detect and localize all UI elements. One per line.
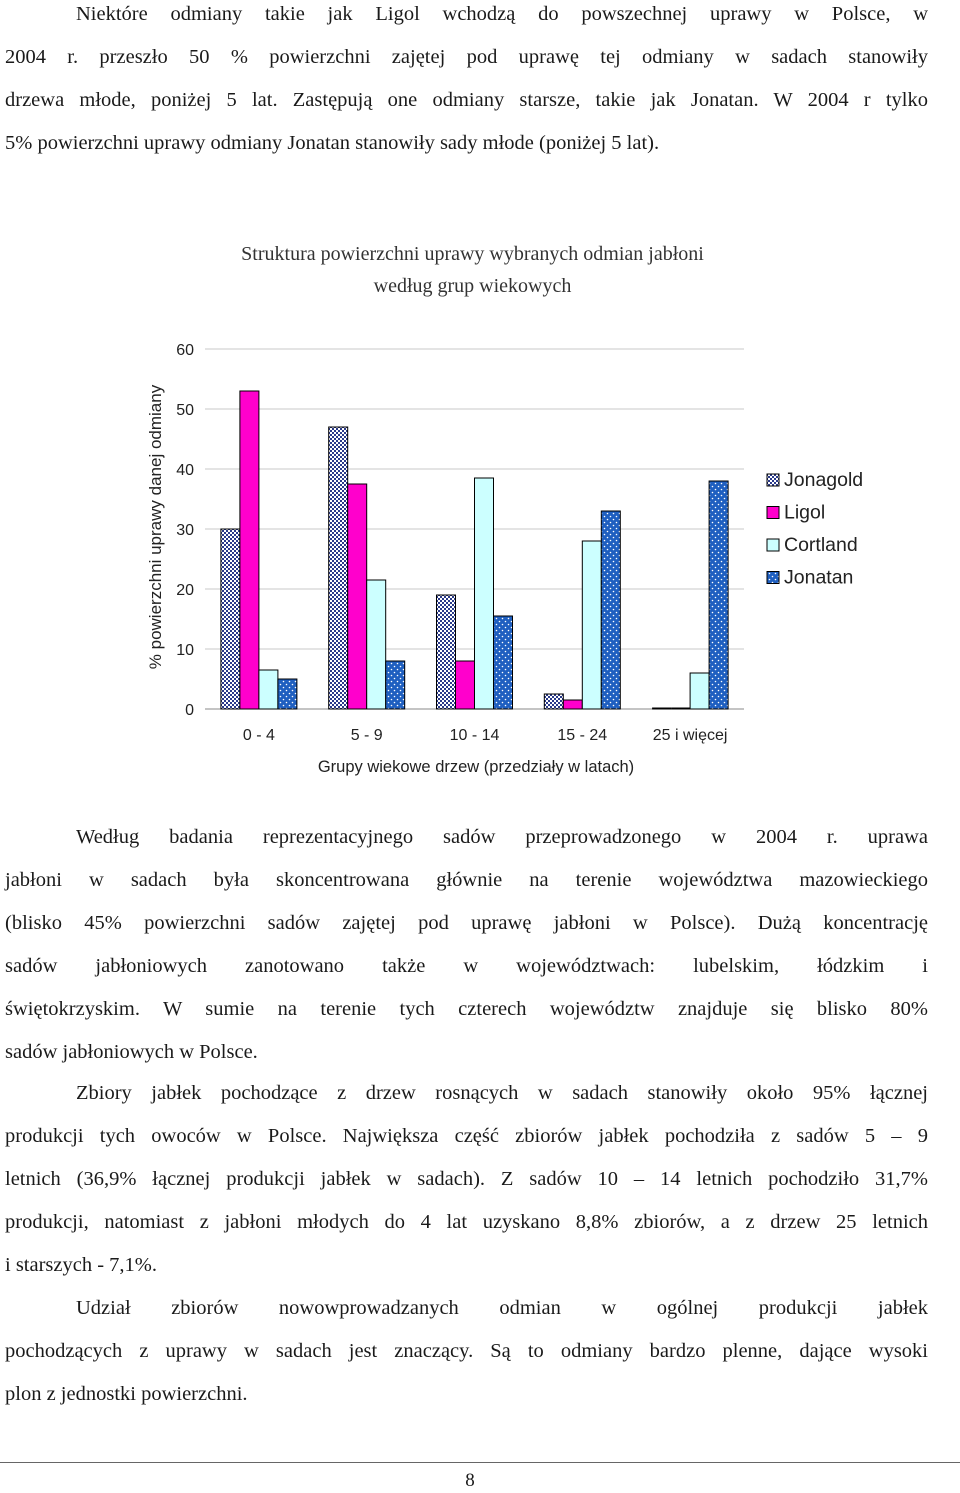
paragraph-line: produkcji tych owoców w Polsce. Największa część zbiorów jabłek pochodziła z sadów 5 – 9	[5, 1125, 928, 1147]
paragraph-line: Zbiory jabłek pochodzące z drzew rosnących w sadach stanowiły około 95% łącznej	[76, 1082, 928, 1104]
intro-paragraph	[5, 0, 928, 165]
paragraph-line: sadów jabłoniowych zanotowano także w województwach: lubelskim, łódzkim i	[5, 955, 928, 977]
legend-label-ligol: Ligol	[784, 501, 826, 524]
y-axis-label: % powierzchni uprawy danej odmiany	[146, 384, 165, 670]
chart-title-line2: według grup wiekowych	[373, 275, 572, 297]
chart-title	[100, 238, 845, 302]
y-tick-label: 0	[185, 702, 194, 719]
x-tick-label: 10 - 14	[449, 727, 500, 744]
bar-jonagold	[221, 529, 240, 709]
chart-title-line1: Struktura powierzchni uprawy wybranych odmian jabłoni	[241, 243, 704, 265]
page-number: 8	[465, 1470, 475, 1491]
legend-label-cortland: Cortland	[784, 534, 858, 556]
bar-jonagold	[437, 595, 456, 709]
bar-ligol	[456, 661, 475, 709]
paragraph-1	[5, 816, 928, 1074]
y-tick-label: 40	[176, 462, 194, 479]
bar-cortland	[259, 670, 278, 709]
bar-jonatan	[709, 481, 728, 709]
bar-jonatan	[386, 661, 405, 709]
y-tick-labels	[176, 342, 194, 719]
bar-cortland	[690, 673, 709, 709]
legend-swatch-cortland	[767, 539, 779, 551]
paragraph-line: sadów jabłoniowych w Polsce.	[5, 1041, 258, 1063]
paragraph-line: świętokrzyskim. W sumie na terenie tych czterech województw znajduje się blisko 80%	[5, 998, 928, 1020]
x-tick-label: 0 - 4	[242, 727, 275, 744]
legend-swatch-jonatan	[767, 572, 779, 584]
bar-cortland	[475, 478, 494, 709]
legend-swatch-ligol	[767, 507, 779, 519]
bar-jonagold	[544, 694, 563, 709]
footer-divider	[0, 1462, 960, 1463]
paragraph-line: produkcji, natomiast z jabłoni młodych do 4 lat uzyskano 8,8% zbiorów, a z drzew 25 letnich	[5, 1211, 928, 1233]
paragraph-line: letnich (36,9% łącznej produkcji jabłek w sadach). Z sadów 10 – 14 letnich pochodziło 31,7%	[5, 1168, 928, 1190]
bar-cortland	[582, 541, 601, 709]
paragraph-3	[5, 1287, 928, 1416]
bar-jonatan	[278, 679, 297, 709]
paragraph-2	[5, 1072, 928, 1287]
y-tick-label: 20	[176, 582, 194, 599]
y-tick-label: 30	[176, 522, 194, 539]
paragraph-line: pochodzących z uprawy w sadach jest znaczący. Są to odmiany bardzo plenne, dające wysoki	[5, 1340, 928, 1362]
bar-ligol	[348, 484, 367, 709]
x-tick-labels	[243, 727, 728, 744]
legend-swatch-jonagold	[767, 474, 779, 486]
intro-line: Niektóre odmiany takie jak Ligol wchodzą do powszechnej uprawy w Polsce, w	[76, 3, 928, 25]
paragraph-line: Według badania reprezentacyjnego sadów przeprowadzonego w 2004 r. uprawa	[76, 826, 928, 848]
x-axis-label: Grupy wiekowe drzew (przedziały w latach)	[317, 758, 635, 776]
intro-line: drzewa młode, poniżej 5 lat. Zastępują one odmiany starsze, takie jak Jonatan. W 2004 r tylko	[5, 89, 928, 111]
paragraph-line: jabłoni w sadach była skoncentrowana głównie na terenie województwa mazowieckiego	[5, 869, 928, 891]
intro-line: 2004 r. przeszło 50 % powierzchni zajętej pod uprawę tej odmiany w sadach stanowiły	[5, 46, 928, 68]
bars	[221, 391, 728, 709]
bar-cortland	[367, 580, 386, 709]
bar-ligol	[240, 391, 259, 709]
bar-jonatan	[494, 616, 513, 709]
x-tick-label: 5 - 9	[350, 727, 383, 744]
x-tick-label: 15 - 24	[557, 727, 608, 744]
paragraph-line: Udział zbiorów nowowprowadzanych odmian w ogólnej produkcji jabłek	[76, 1297, 928, 1319]
bar-chart	[0, 320, 960, 790]
intro-line: 5% powierzchni uprawy odmiany Jonatan stanowiły sady młode (poniżej 5 lat).	[5, 132, 660, 154]
y-tick-label: 60	[176, 342, 194, 359]
paragraph-line: (blisko 45% powierzchni sadów zajętej pod uprawę jabłoni w Polsce). Dużą koncentrację	[5, 912, 928, 934]
x-tick-label: 25 i więcej	[652, 727, 728, 744]
paragraph-line: i starszych - 7,1%.	[5, 1254, 157, 1276]
legend-label-jonatan: Jonatan	[784, 566, 854, 589]
bar-jonatan	[601, 511, 620, 709]
legend-label-jonagold: Jonagold	[784, 469, 864, 491]
bar-jonagold	[329, 427, 348, 709]
y-tick-label: 50	[176, 402, 194, 419]
y-tick-label: 10	[176, 642, 194, 659]
paragraph-line: plon z jednostki powierzchni.	[5, 1383, 248, 1405]
bar-ligol	[563, 700, 582, 709]
legend	[767, 469, 863, 589]
